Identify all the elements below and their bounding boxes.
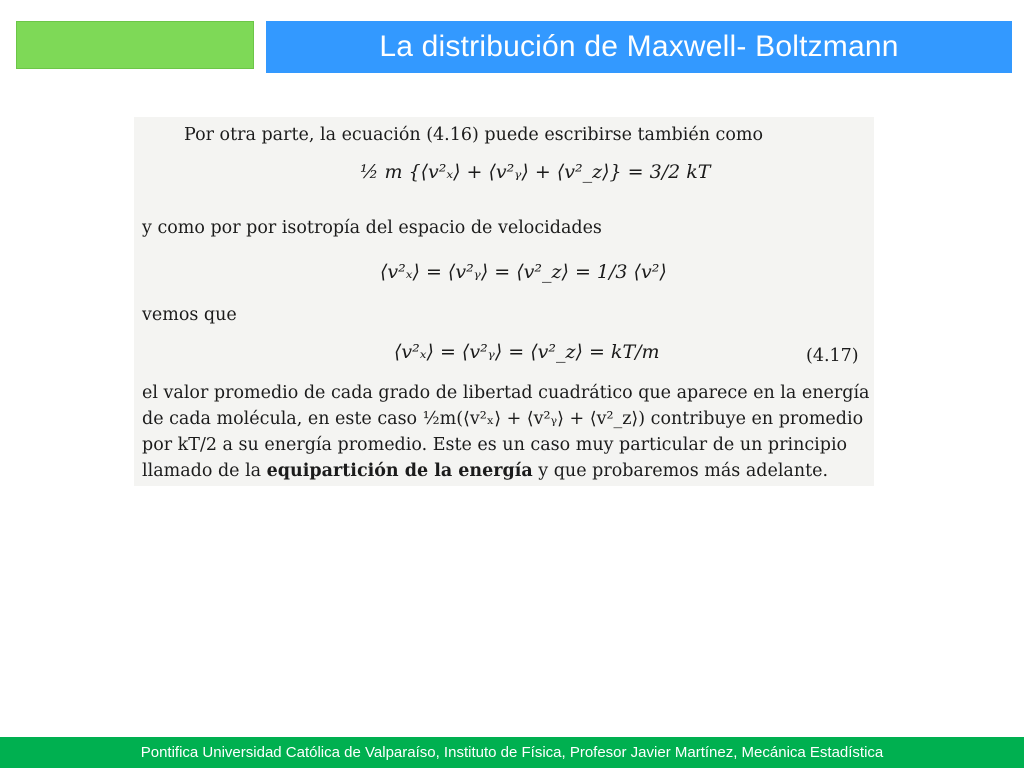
equation-3: ⟨v²ₓ⟩ = ⟨v²ᵧ⟩ = ⟨v²_z⟩ = kT/m <box>394 341 660 363</box>
text-line-3: vemos que <box>142 305 237 325</box>
text-line-1: Por otra parte, la ecuación (4.16) puede escribirse también como <box>184 125 764 145</box>
equipartition-term: equipartición de la energía <box>266 461 533 481</box>
page-title: La distribución de Maxwell- Boltzmann <box>379 30 899 63</box>
equation-2: ⟨v²ₓ⟩ = ⟨v²ᵧ⟩ = ⟨v²_z⟩ = 1/3 ⟨v²⟩ <box>380 261 667 283</box>
footer-text: Pontifica Universidad Católica de Valparaíso, Instituto de Física, Profesor Javier Martínez, Mecánica Estadística <box>140 744 884 761</box>
scanned-text-image <box>134 117 874 486</box>
paragraph-line-2: de cada molécula, en este caso ½m(⟨v²ₓ⟩ + ⟨v²ᵧ⟩ + ⟨v²_z⟩) contribuye en promedio <box>142 409 864 429</box>
title-bar <box>266 21 1012 73</box>
paragraph-line-4-start: llamado de la <box>142 461 267 481</box>
paragraph-line-4 <box>142 461 828 481</box>
equation-1: ½ m {⟨v²ₓ⟩ + ⟨v²ᵧ⟩ + ⟨v²_z⟩} = 3/2 kT <box>360 161 711 183</box>
footer-bar <box>0 737 1024 768</box>
paragraph-line-4-end: y que probaremos más adelante. <box>532 461 829 481</box>
green-accent-block <box>16 21 254 69</box>
text-line-2: y como por por isotropía del espacio de velocidades <box>142 218 602 238</box>
equation-number: (4.17) <box>806 346 859 366</box>
paragraph-line-3: por kT/2 a su energía promedio. Este es un caso muy particular de un principio <box>142 435 848 455</box>
paragraph-line-1: el valor promedio de cada grado de libertad cuadrático que aparece en la energía <box>142 383 870 403</box>
